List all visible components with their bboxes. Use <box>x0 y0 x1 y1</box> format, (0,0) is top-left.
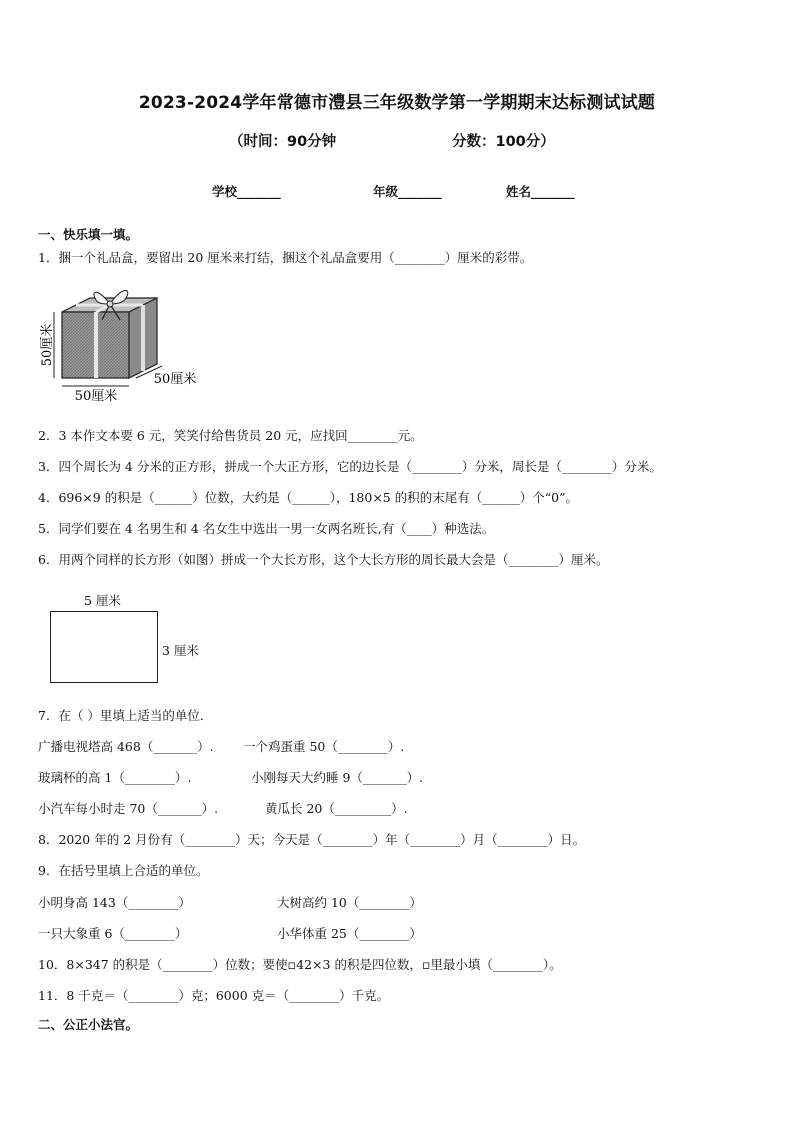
name-field: 姓名_______ <box>506 184 575 199</box>
section-heading-1: 一、快乐填一填。 <box>38 227 139 242</box>
question-7: 7．在（ ）里填上适当的单位． <box>38 708 213 723</box>
school-field: 学校_______ <box>212 184 281 199</box>
question-9-item: 大树高约 10（________） <box>277 895 422 910</box>
question-4: 4．696×9 的积是（______）位数，大约是（______），180×5 的积的末尾有（______）个“0”。 <box>38 490 578 505</box>
question-6: 6．用两个同样的长方形（如图）拼成一个大长方形，这个大长方形的周长最大会是（________）厘米。 <box>38 552 609 567</box>
section-heading-2: 二、公正小法官。 <box>38 1017 139 1032</box>
time-limit: （时间：90分钟 <box>229 134 337 150</box>
question-2: 2．3 本作文本要 6 元，笑笑付给售货员 20 元，应找回________元。 <box>38 428 423 443</box>
question-7-item: 小汽车每小时走 70（_______）. <box>38 801 219 816</box>
question-3: 3．四个周长为 4 分米的正方形，拼成一个大正方形，它的边长是（________）分米，周长是（________）分米。 <box>38 459 662 474</box>
gift-height-label: 50厘米 <box>40 323 55 367</box>
question-11: 11．8 千克＝（________）克；6000 克＝（________）千克。 <box>38 988 390 1003</box>
question-7-item: 黄瓜长 20（_________）. <box>265 801 408 816</box>
question-1: 1．捆一个礼品盒，要留出 20 厘米来打结，捆这个礼品盒要用（________）厘米的彩带。 <box>38 250 533 265</box>
question-7-item: 玻璃杯的高 1（________）. <box>38 770 192 785</box>
gift-width-label: 50厘米 <box>74 389 118 404</box>
grade-field: 年级_______ <box>373 184 442 199</box>
total-score: 分数：100分） <box>452 134 555 150</box>
gift-depth-label: 50厘米 <box>153 372 197 387</box>
rect-height-label: 3 厘米 <box>162 643 199 658</box>
question-9: 9．在括号里填上合适的单位。 <box>38 863 209 878</box>
question-9-item: 小明身高 143（________） <box>38 895 191 910</box>
page-title: 2023-2024学年常德市澧县三年级数学第一学期期末达标测试试题 <box>138 93 656 113</box>
question-9-item: 一只大象重 6（________） <box>38 926 188 941</box>
question-5: 5．同学们要在 4 名男生和 4 名女生中选出一男一女两名班长,有（____）种选法。 <box>38 521 495 536</box>
question-10: 10．8×347 的积是（________）位数；要使▫42×3 的积是四位数，▫里最小填（________）。 <box>38 957 562 972</box>
question-7-item: 广播电视塔高 468（_______）. <box>38 739 214 754</box>
question-9-item: 小华体重 25（________） <box>277 926 422 941</box>
gift-box-figure <box>40 280 215 405</box>
question-7-item: 小刚每天大约睡 9（_______）. <box>251 770 424 785</box>
rect-width-label: 5 厘米 <box>84 593 121 608</box>
rectangle-figure <box>50 611 158 683</box>
question-8: 8．2020 年的 2 月份有（________）天；今天是（________）年（________）月（________）日。 <box>38 832 586 847</box>
question-7-item: 一个鸡蛋重 50（________）. <box>243 739 405 754</box>
